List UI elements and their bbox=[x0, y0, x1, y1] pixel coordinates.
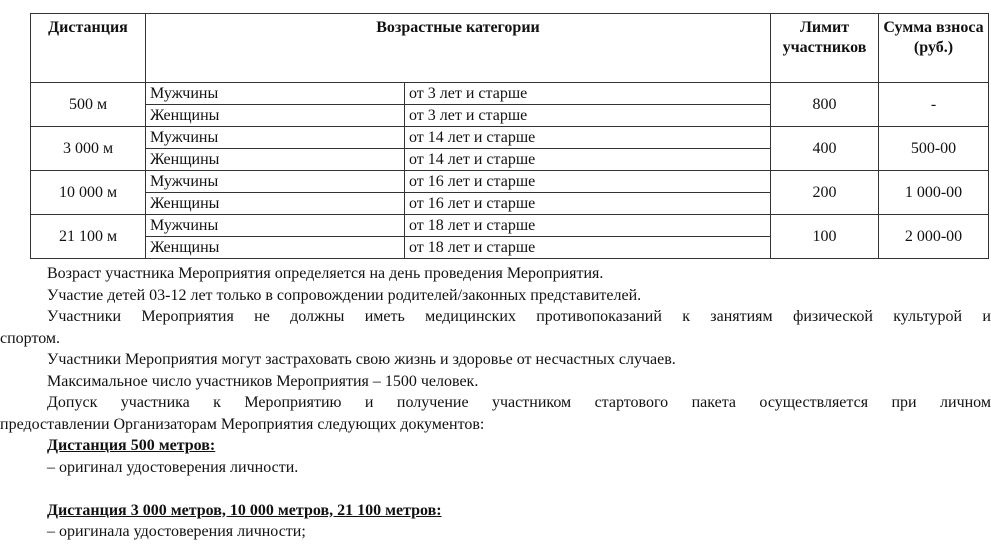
table-row bbox=[31, 215, 989, 237]
table-row bbox=[31, 83, 989, 105]
document-list-item: – оригинал удостоверения личности. bbox=[47, 458, 299, 476]
gender-cell: Мужчины bbox=[146, 171, 405, 193]
age-cell: от 3 лет и старше bbox=[405, 105, 771, 127]
gender-cell: Женщины bbox=[146, 193, 405, 215]
admission-rule-line-2: предоставлении Организаторам Мероприятия следующих документов: bbox=[0, 415, 485, 433]
registration-table bbox=[30, 13, 989, 259]
distance-cell: 21 100 м bbox=[31, 215, 146, 259]
medical-rule-line-2: спортом. bbox=[0, 329, 61, 347]
fee-cell: 500-00 bbox=[879, 127, 989, 171]
age-cell: от 18 лет и старше bbox=[405, 215, 771, 237]
gender-cell: Мужчины bbox=[146, 83, 405, 105]
limit-cell: 400 bbox=[771, 127, 879, 171]
table-header-row bbox=[31, 14, 989, 83]
gender-cell: Мужчины bbox=[146, 215, 405, 237]
distance-long-heading: Дистанция 3 000 метров, 10 000 метров, 21 100 метров: bbox=[47, 501, 442, 519]
insurance-paragraph: Участники Мероприятия могут застраховать свою жизнь и здоровье от несчастных случаев. bbox=[47, 351, 676, 368]
header-fee: Сумма взноса (руб.) bbox=[879, 14, 989, 83]
gender-cell: Женщины bbox=[146, 105, 405, 127]
age-cell: от 14 лет и старше bbox=[405, 149, 771, 171]
age-rule-paragraph: Возраст участника Мероприятия определяется на день проведения Мероприятия. bbox=[47, 265, 604, 282]
table-row bbox=[31, 171, 989, 193]
age-cell: от 16 лет и старше bbox=[405, 193, 771, 215]
age-cell: от 18 лет и старше bbox=[405, 237, 771, 259]
age-cell: от 16 лет и старше bbox=[405, 171, 771, 193]
fee-cell: 2 000-00 bbox=[879, 215, 989, 259]
max-participants-paragraph: Максимальное число участников Мероприятия – 1500 человек. bbox=[47, 372, 479, 390]
limit-cell: 800 bbox=[771, 83, 879, 127]
limit-cell: 200 bbox=[771, 171, 879, 215]
fee-cell: 1 000-00 bbox=[879, 171, 989, 215]
children-rule-paragraph: Участие детей 03-12 лет только в сопровождении родителей/законных представителей. bbox=[47, 286, 642, 304]
medical-rule-line-1: Участники Мероприятия не должны иметь медицинских противопоказаний к занятиям физической культурой и bbox=[47, 308, 991, 325]
fee-cell: - bbox=[879, 83, 989, 127]
gender-cell: Женщины bbox=[146, 237, 405, 259]
table-row bbox=[31, 127, 989, 149]
distance-cell: 3 000 м bbox=[31, 127, 146, 171]
document-list-item: – оригинала удостоверения личности; bbox=[47, 523, 306, 540]
limit-cell: 100 bbox=[771, 215, 879, 259]
age-cell: от 14 лет и старше bbox=[405, 127, 771, 149]
gender-cell: Женщины bbox=[146, 149, 405, 171]
distance-cell: 10 000 м bbox=[31, 171, 146, 215]
header-participant-limit: Лимит участников bbox=[771, 14, 879, 83]
rules-text bbox=[0, 263, 991, 543]
distance-cell: 500 м bbox=[31, 83, 146, 127]
header-distance: Дистанция bbox=[31, 14, 146, 83]
gender-cell: Мужчины bbox=[146, 127, 405, 149]
distance-500-heading: Дистанция 500 метров: bbox=[47, 437, 216, 454]
age-cell: от 3 лет и старше bbox=[405, 83, 771, 105]
header-age-categories: Возрастные категории bbox=[146, 14, 771, 83]
admission-rule-line-1: Допуск участника к Мероприятию и получение участником стартового пакета осуществляется при личном bbox=[47, 394, 991, 411]
